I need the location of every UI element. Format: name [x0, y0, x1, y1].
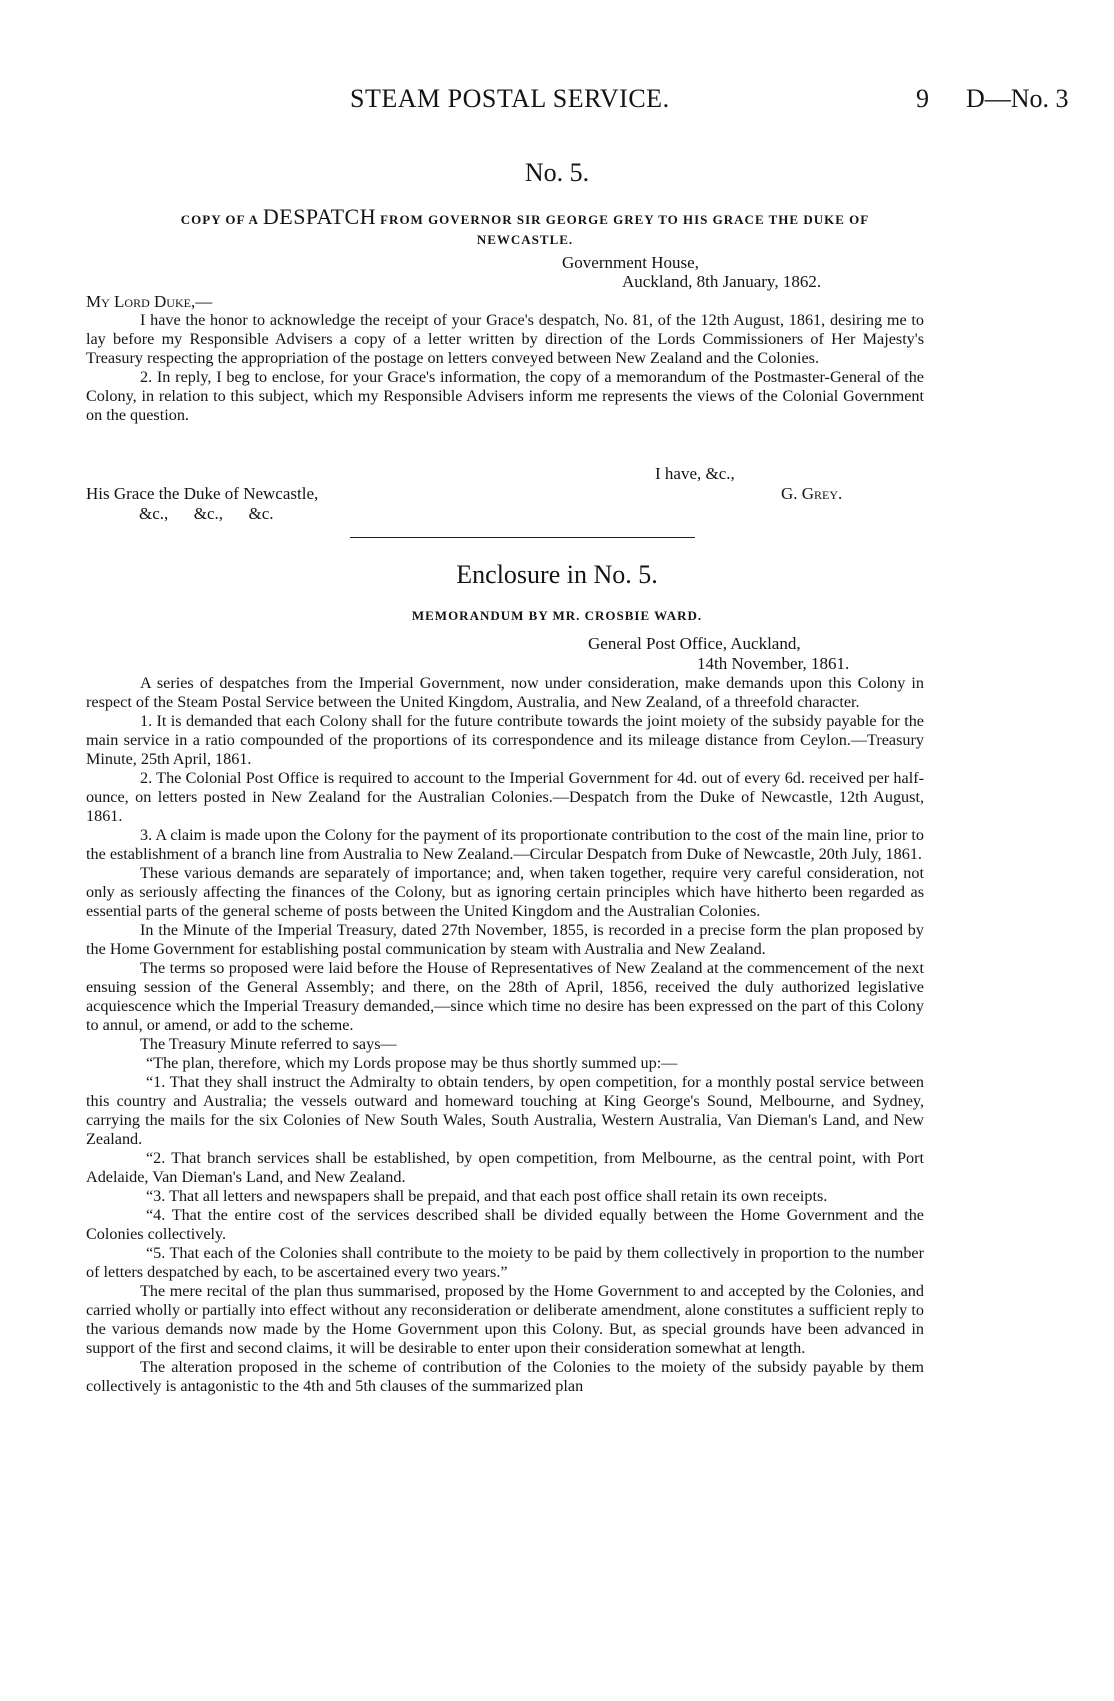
despatch-paragraph: I have the honor to acknowledge the receipt of your Grace's despatch, No. 81, of the 12th August, 1861, desiring me to lay before my Responsible Advisers a copy of a letter written by direction of the Lords Commissioners of Her Majesty's Treasury respecting the appropriation of the postage on letters conveyed between New Zealand and the Colonies.	[86, 311, 924, 367]
despatch-title-pre: COPY OF A	[180, 212, 259, 227]
despatch-title	[140, 204, 910, 250]
closing: I have, &c.,	[655, 464, 735, 483]
despatch-title-word: DESPATCH	[262, 204, 377, 229]
memo-paragraph: In the Minute of the Imperial Treasury, dated 27th November, 1855, is recorded in a precise form the plan proposed by the Home Government for establishing postal communication by steam with Australia and New Zealand.	[86, 921, 924, 958]
page-number: 9	[916, 84, 929, 113]
quoted-paragraph: “1. That they shall instruct the Admiralty to obtain tenders, by open competition, for a monthly postal service between this country and Australia; the vessels outward and homeward touching at King George's Sound, Melbourne, and Sydney, carrying the mails for the six Colonies of New South Wales, South Australia, Western Australia, Van Dieman's Land, and New Zealand.	[86, 1073, 924, 1148]
memo-paragraph: The mere recital of the plan thus summarised, proposed by the Home Government to and accepted by the Colonies, and carried wholly or partially into effect without any reconsideration or deliberate amendment, alone constitutes a sufficient reply to the various demands now made by the Home Government upon this Colony. But, as special grounds have been advanced in support of the first and second claims, it will be desirable to enter upon their consideration somewhat at length.	[86, 1282, 924, 1357]
despatch-paragraph: 2. In reply, I beg to enclose, for your Grace's information, the copy of a memorandum of the Postmaster-General of the Colony, in relation to this subject, which my Responsible Advisers inform me represents the views of the Colonial Government on the question.	[86, 368, 924, 424]
memo-paragraph: 2. The Colonial Post Office is required to account to the Imperial Government for 4d. out of every 6d. received per half-ounce, on letters posted in New Zealand for the Australian Colonies.—Despatch from the Duke of Newcastle, 12th August, 1861.	[86, 769, 924, 825]
memo-paragraph: 3. A claim is made upon the Colony for the payment of its proportionate contribution to the cost of the main line, prior to the establishment of a branch line from Australia to New Zealand.—Circular Despatch from Duke of Newcastle, 20th July, 1861.	[86, 826, 924, 863]
enclosure-address-line2: 14th November, 1861.	[697, 654, 850, 673]
memo-paragraph: The terms so proposed were laid before the House of Representatives of New Zealand at the commencement of the next ensuing session of the General Assembly; and there, on the 28th of April, 1856, received the duly authorized legislative acquiescence which the Imperial Treasury demanded,—since which time no desire has been expressed on the part of this Colony to annul, or amend, or add to the scheme.	[86, 959, 924, 1034]
despatch-address-line2: Auckland, 8th January, 1862.	[622, 272, 822, 291]
recipient-etc: &c., &c., &c.	[139, 504, 274, 523]
section-divider	[350, 537, 695, 538]
despatch-title-post: FROM GOVERNOR SIR GEORGE GREY TO HIS GRACE THE DUKE OF NEWCASTLE.	[380, 212, 870, 247]
enclosure-heading: Enclosure in No. 5.	[456, 560, 658, 589]
signature: G. Grey.	[781, 484, 843, 503]
quoted-paragraph: “5. That each of the Colonies shall contribute to the moiety to be paid by them collectively in proportion to the number of letters despatched by each, to be ascertained every two years.”	[86, 1244, 924, 1281]
quoted-paragraph: “The plan, therefore, which my Lords propose may be thus shortly summed up:—	[146, 1054, 678, 1072]
page-header	[0, 84, 1114, 118]
memorandum-body	[86, 674, 924, 1396]
despatch-number: No. 5.	[524, 158, 590, 187]
memo-paragraph: These various demands are separately of importance; and, when taken together, require very careful consideration, not only as seriously affecting the finances of the Colony, but as ignoring certain principles which have hitherto been regarded as essential parts of the general scheme of posts between the United Kingdom and the Australian Colonies.	[86, 864, 924, 920]
salutation: My Lord Duke,—	[86, 292, 213, 311]
quoted-paragraph: “4. That the entire cost of the services described shall be divided equally between the Home Government and the Colonies collectively.	[86, 1206, 924, 1243]
memo-paragraph: 1. It is demanded that each Colony shall for the future contribute towards the joint moiety of the subsidy payable for the main service in a ratio compounded of the proportions of its correspondence and its mileage distance from Ceylon.—Treasury Minute, 25th April, 1861.	[86, 712, 924, 768]
memo-paragraph: The Treasury Minute referred to says—	[140, 1035, 397, 1053]
recipient: His Grace the Duke of Newcastle,	[86, 484, 319, 503]
quoted-paragraph: “3. That all letters and newspapers shall be prepaid, and that each post office shall retain its own receipts.	[146, 1187, 828, 1205]
despatch-body	[86, 311, 924, 425]
memo-paragraph: The alteration proposed in the scheme of contribution of the Colonies to the moiety of the subsidy payable by them collectively is antagonistic to the 4th and 5th clauses of the summarized plan	[86, 1358, 924, 1395]
enclosure-address-line1: General Post Office, Auckland,	[588, 634, 801, 653]
document-reference: D—No. 3	[966, 84, 1069, 113]
memorandum-title: MEMORANDUM BY MR. CROSBIE WARD.	[411, 608, 703, 623]
memo-paragraph: A series of despatches from the Imperial Government, now under consideration, make demands upon this Colony in respect of the Steam Postal Service between the United Kingdom, Australia, and New Zealand, of a threefold character.	[86, 674, 924, 711]
quoted-paragraph: “2. That branch services shall be established, by open competition, from Melbourne, as the central point, with Port Adelaide, Van Dieman's Land, and New Zealand.	[86, 1149, 924, 1186]
despatch-address-line1: Government House,	[562, 253, 699, 272]
running-title: STEAM POSTAL SERVICE.	[350, 84, 670, 113]
